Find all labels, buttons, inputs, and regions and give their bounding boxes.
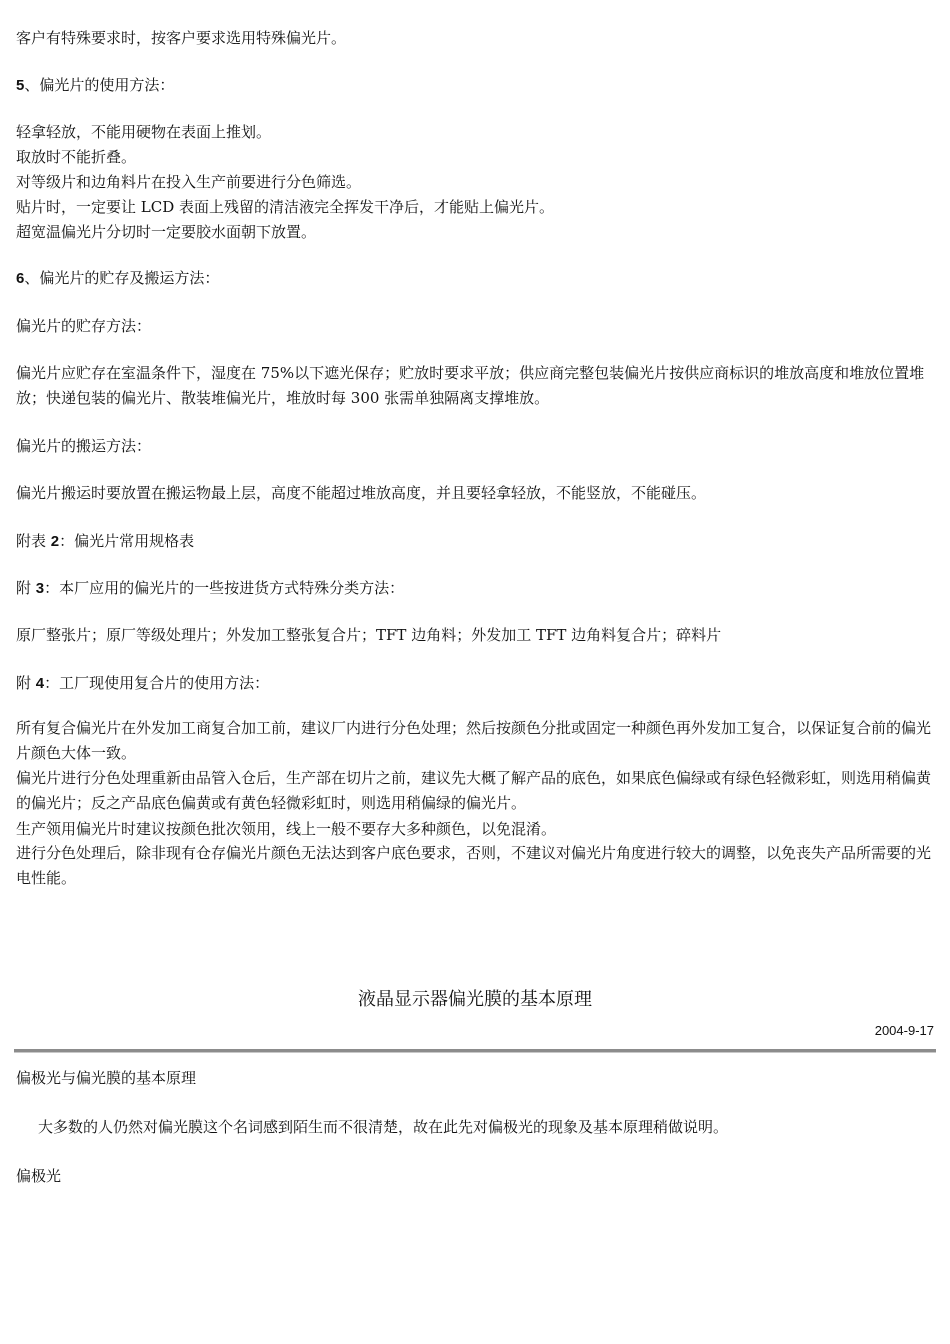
appendix-3-label [16,578,404,599]
appendix-text: ：本厂应用的偏光片的一些按进货方式特殊分类方法： [44,579,405,597]
heading-storage-transport [16,268,219,289]
paragraph-classification-list: 原厂整张片；原厂等级处理片；外发加工整张复合片；TFT 边角料；外发加工 TFT 边角料复合片；碎料片 [16,626,722,644]
heading-text: 、偏光片的使用方法： [24,76,175,94]
appendix-prefix: 附 [16,579,36,597]
usage-item-lcd-cleaning: 贴片时，一定要让 LCD 表面上残留的清洁液完全挥发干净后，才能贴上偏光片。 [16,198,555,216]
appendix-text: ：偏光片常用规格表 [59,532,195,550]
appendix-4-label [16,673,269,694]
heading-number: 5 [16,77,25,94]
article-intro: 大多数的人仍然对偏光膜这个名词感到陌生而不很清楚，故在此先对偏极光的现象及基本原理稍做说明。 [38,1118,729,1136]
paragraph-base-color-selection: 偏光片进行分色处理重新由品管入仓后，生产部在切片之前，建议先大概了解产品的底色，如果底色偏绿或有绿色轻微彩虹，则选用稍偏黄的偏光片；反之产品底色偏黄或有黄色轻微彩虹时，则选用稍偏绿的偏光片。 [16,769,932,812]
paragraph-composite-color-sorting: 所有复合偏光片在外发加工商复合加工前，建议厂内进行分色处理；然后按颜色分批或固定一种颜色再外发加工复合，以保证复合前的偏光片颜色大体一致。 [16,719,932,762]
paragraph-special-requirement: 客户有特殊要求时，按客户要求选用特殊偏光片。 [16,29,347,47]
paragraph-transport-details: 偏光片搬运时要放置在搬运物最上层，高度不能超过堆放高度，并且要轻拿轻放，不能竖放，不能碰压。 [16,484,707,502]
subheading-storage-method: 偏光片的贮存方法： [16,317,152,335]
paragraph-batch-usage: 生产领用偏光片时建议按颜色批次领用，线上一般不要存大多种颜色，以免混淆。 [16,820,557,838]
appendix-number: 3 [35,580,45,597]
appendix-2-label [16,531,194,552]
paragraph-storage-details: 偏光片应贮存在室温条件下，湿度在 75%以下遮光保存；贮放时要求平放；供应商完整包装偏光片按供应商标识的堆放高度和堆放位置堆放；快递包装的偏光片、散装堆偏光片，堆放时每 300 张需单独隔离支撑堆放。 [16,364,925,407]
usage-item-color-sorting: 对等级片和边角料片在投入生产前要进行分色筛选。 [16,173,362,191]
heading-text: 、偏光片的贮存及搬运方法： [24,269,220,287]
usage-item-wide-temp-cutting: 超宽温偏光片分切时一定要胶水面朝下放置。 [16,223,317,241]
usage-item-handle-gently: 轻拿轻放，不能用硬物在表面上推划。 [16,123,272,141]
appendix-prefix: 附表 [16,532,51,550]
usage-item-no-folding: 取放时不能折叠。 [16,148,137,166]
appendix-number: 2 [50,533,60,550]
appendix-text: ：工厂现使用复合片的使用方法： [44,674,270,692]
appendix-prefix: 附 [16,674,36,692]
horizontal-divider [14,1049,936,1053]
heading-number: 6 [16,270,25,287]
paragraph-angle-adjustment: 进行分色处理后，除非现有仓存偏光片颜色无法达到客户底色要求，否则，不建议对偏光片角度进行较大的调整，以免丧失产品所需要的光电性能。 [16,844,932,887]
article-title: 液晶显示器偏光膜的基本原理 [358,989,592,1010]
article-subtitle: 偏极光与偏光膜的基本原理 [16,1069,197,1087]
section-heading-polarized-light: 偏极光 [16,1167,62,1185]
appendix-number: 4 [35,675,45,692]
subheading-transport-method: 偏光片的搬运方法： [16,437,152,455]
heading-usage-method [16,75,174,96]
article-date: 2004-9-17 [874,1023,934,1038]
